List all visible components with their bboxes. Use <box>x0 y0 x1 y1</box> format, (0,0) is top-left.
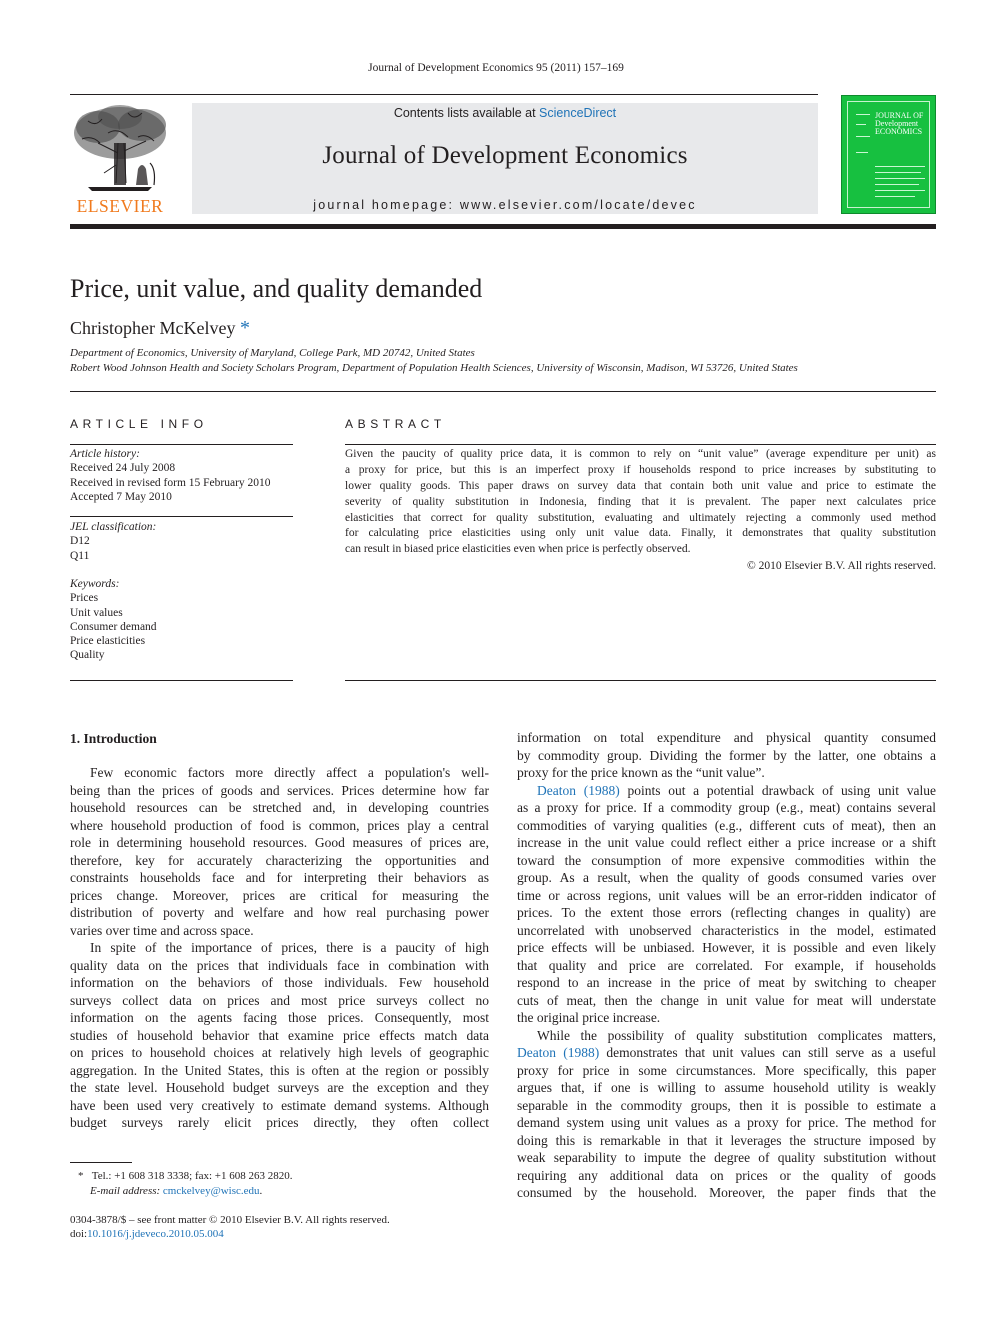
cover-decoration <box>875 196 915 197</box>
body-line: increase in the unit value could reflect either a price increase or a shift <box>517 835 936 850</box>
body-line: prices. To the extent those errors (reflecting changes in quality) are <box>517 905 936 920</box>
jel-code: D12 <box>70 535 90 548</box>
body-line: time or across regions, unit values will be an error-ridden indicator of <box>517 887 936 903</box>
body-line: commodities of varying qualities (e.g., different cuts of meat), then an <box>517 817 936 833</box>
body-line: aggregation. In the United States, this is often at the region or possibly <box>70 1062 489 1078</box>
body-line-with-citation <box>517 1044 936 1062</box>
abstract-line: lower quality goods. This paper draws on survey data that contain both unit value and price to estimate the <box>345 479 936 492</box>
article-info-rule <box>70 516 293 517</box>
jel-code: Q11 <box>70 549 90 562</box>
affiliation-rule <box>70 391 936 392</box>
footnote-phone-fax: Tel.: +1 608 318 3338; fax: +1 608 263 2820. <box>91 1170 293 1182</box>
body-line: by commodity group. Dividing the former by the latter, one obtains a <box>517 747 936 763</box>
body-line: information on total expenditure and physical quantity consumed <box>517 730 936 745</box>
article-info-rule <box>70 444 293 445</box>
body-line: information on the agents facing those prices. Consequently, most <box>70 1010 489 1025</box>
body-line-text: points out a potential drawback of using unit value <box>627 782 936 798</box>
revised-date: Received in revised form 15 February 2010 <box>70 476 271 489</box>
abstract-line: severity of quality substitution in Indonesia, finding that it is prevalent. The paper next calculates price <box>345 495 936 508</box>
author-footnote-mark[interactable]: * <box>239 317 250 339</box>
contents-available-line <box>192 106 818 120</box>
journal-homepage[interactable]: journal homepage: www.elsevier.com/locate/devec <box>313 198 697 212</box>
abstract-line: can result in biased price elasticities even when price is perfectly observed. <box>345 543 691 556</box>
article-history <box>70 447 271 504</box>
body-line: respond to an increase in the price of meat by switching to cheaper <box>517 975 936 990</box>
body-column-right <box>517 729 936 1202</box>
article-info-rule <box>70 680 293 681</box>
body-line: being than the prices of goods and services. Prices determine how far <box>70 782 489 798</box>
keyword: Price elasticities <box>70 635 146 648</box>
body-line: toward the consumption of more expensive commodities within the <box>517 852 936 868</box>
body-line: constraints households face and for interpreting their behaviors as <box>70 870 489 885</box>
abstract-line: for calculating price elasticities using only unit value data. Finally, it demonstrates that quality substitution <box>345 527 936 540</box>
body-line: proxy for the price known as the “unit value”. <box>517 765 765 780</box>
article-info-heading: ARTICLE INFO <box>70 417 208 431</box>
body-line: quality data on the prices that individuals face in combination with <box>70 957 489 973</box>
jel-label: JEL classification: <box>70 521 157 533</box>
body-line: requiring any additional data on prices or the quality of goods <box>517 1167 936 1183</box>
body-line: price effects will be unbiased. However, it is possible and even likely <box>517 940 936 955</box>
email-link[interactable]: cmckelvey@wisc.edu <box>162 1185 260 1197</box>
issn-front-matter: 0304-3878/$ – see front matter © 2010 Elsevier B.V. All rights reserved. <box>70 1214 390 1226</box>
abstract-heading: ABSTRACT <box>345 417 446 431</box>
cover-decoration <box>875 178 925 179</box>
abstract-line: elasticities that correct for quality substitution, evaluating and ultimately rejecting a commonly used method <box>345 511 936 524</box>
cover-title: JOURNAL OF Development ECONOMICS <box>875 111 924 136</box>
body-line: budget surveys rarely elicit prices directly, they often collect <box>70 1115 489 1130</box>
cover-decoration <box>856 124 866 125</box>
cover-decoration <box>856 152 868 153</box>
body-line: proxy for price in some circumstances. More specifically, this paper <box>517 1062 936 1078</box>
email-end: . <box>259 1185 263 1197</box>
tree-logo-icon <box>68 103 172 195</box>
section-heading-introduction: 1. Introduction <box>70 731 157 746</box>
running-citation: Journal of Development Economics 95 (2011) 157–169 <box>368 62 624 74</box>
body-column-left <box>70 764 489 1132</box>
masthead-rule-bottom <box>70 224 936 229</box>
abstract-text <box>345 447 936 558</box>
doi-line <box>70 1228 224 1240</box>
affiliation-1: Department of Economics, University of Maryland, College Park, MD 20742, United States <box>70 347 475 359</box>
body-line: role in determining household resources. Good measures of prices are, <box>70 835 489 850</box>
keyword: Prices <box>70 592 99 605</box>
body-line: cuts of meat, then the change in unit value for meat will understate <box>517 992 936 1008</box>
body-line: Few economic factors more directly affect a population's well- <box>90 765 489 780</box>
body-line: prices change. Moreover, prices are critical for measuring the <box>70 887 489 903</box>
keyword: Unit values <box>70 606 123 619</box>
body-line: household resources can be stretched and, in developing countries <box>70 800 489 815</box>
footnote-contact <box>78 1170 293 1182</box>
body-line: distribution of poverty and welfare and how real purchasing power <box>70 905 489 920</box>
footnote-email <box>90 1185 262 1197</box>
body-line: While the possibility of quality substitution complicates matters, <box>537 1027 936 1043</box>
cover-decoration <box>875 184 919 185</box>
cover-decoration <box>875 166 925 167</box>
body-line: varies over time and across space. <box>70 922 254 938</box>
author-line <box>70 317 250 340</box>
masthead-rule-top <box>70 94 818 95</box>
contents-prefix: Contents lists available at <box>393 106 540 120</box>
deaton-1988-citation[interactable]: Deaton (1988) <box>537 782 620 798</box>
article-history-label: Article history: <box>70 448 140 460</box>
cover-decoration <box>856 114 870 115</box>
body-line: weak separability to impute the degree of quality substitution without <box>517 1150 936 1165</box>
body-line: separable in the commodity groups, then it is possible to estimate a <box>517 1097 936 1113</box>
doi-label: doi: <box>70 1228 88 1240</box>
body-line: the original price increase. <box>517 1010 661 1025</box>
body-line: therefore, key for accurately characterizing the opportunities and <box>70 852 489 868</box>
body-line: on prices to household choices at relatively high levels of geographic <box>70 1045 489 1060</box>
body-line: doing this is remarkable in that it leverages the structure imposed by <box>517 1132 936 1148</box>
abstract-rule <box>345 680 936 681</box>
body-line: consumed by the household. Moreover, the paper finds that the <box>517 1185 936 1200</box>
body-line: uncorrelated with unobserved characteristics in the model, estimated <box>517 922 936 938</box>
body-line: argues that, if one is willing to assume household utility is weakly <box>517 1080 936 1095</box>
sciencedirect-link[interactable]: ScienceDirect <box>539 106 617 120</box>
body-line: group. As a result, when the quality of goods consumed varies over <box>517 870 936 885</box>
accepted-date: Accepted 7 May 2010 <box>70 490 172 503</box>
cover-decoration <box>875 190 925 191</box>
deaton-1988-citation[interactable]: Deaton (1988) <box>517 1045 600 1060</box>
abstract-rule <box>345 444 936 445</box>
cover-decoration <box>875 172 921 173</box>
affiliation-2: Robert Wood Johnson Health and Society Scholars Program, Department of Population Health Sciences, University of Wisconsin, Madison, WI 53726, United States <box>70 362 798 374</box>
body-line: where household production of food is common, prices play a central <box>70 817 489 833</box>
body-line: surveys collect data on prices and most price surveys collect no <box>70 992 489 1008</box>
received-date: Received 24 July 2008 <box>70 462 176 475</box>
body-line: have been used very creatively to estimate demand systems. Although <box>70 1097 489 1113</box>
body-line: information on the behaviors of those individuals. Few household <box>70 975 489 990</box>
jel-classification <box>70 520 156 563</box>
body-line-with-citation <box>517 782 936 800</box>
copyright-notice: © 2010 Elsevier B.V. All rights reserved. <box>747 560 936 572</box>
keyword: Consumer demand <box>70 620 157 633</box>
email-label: E-mail address: <box>90 1185 161 1197</box>
body-line: In spite of the importance of prices, there is a paucity of high <box>90 940 489 955</box>
body-line: as a proxy for price. If a commodity group (e.g., meat) contains several <box>517 800 936 815</box>
doi-link[interactable]: 10.1016/j.jdeveco.2010.05.004 <box>87 1228 224 1240</box>
body-line: the state level. Household budget surveys are the exception and they <box>70 1080 489 1095</box>
article-title: Price, unit value, and quality demanded <box>70 274 483 303</box>
journal-cover-thumbnail <box>841 95 936 214</box>
keywords <box>70 577 157 663</box>
body-line: demand system using unit values as a proxy for price. The method for <box>517 1115 936 1130</box>
footnote-mark: * <box>78 1170 84 1182</box>
body-line: studies of household behavior that examine price effects match data <box>70 1027 489 1043</box>
abstract-line: a proxy for price, but this is an imperfect proxy if households respond to price increases by substituting to <box>345 463 936 476</box>
body-line: that quality and price are correlated. For example, if households <box>517 957 936 973</box>
abstract-line: Given the paucity of quality price data, it is common to rely on “unit value” (average expenditure per unit) as <box>345 448 936 460</box>
keyword: Quality <box>70 649 105 662</box>
keywords-label: Keywords: <box>70 578 120 590</box>
body-line-text: demonstrates that unit values can still serve as a useful <box>606 1045 936 1060</box>
footnote-rule <box>70 1162 132 1163</box>
cover-decoration <box>856 136 870 137</box>
author-name: Christopher McKelvey <box>70 318 236 338</box>
elsevier-wordmark: ELSEVIER <box>76 196 164 216</box>
journal-title: Journal of Development Economics <box>322 142 688 169</box>
